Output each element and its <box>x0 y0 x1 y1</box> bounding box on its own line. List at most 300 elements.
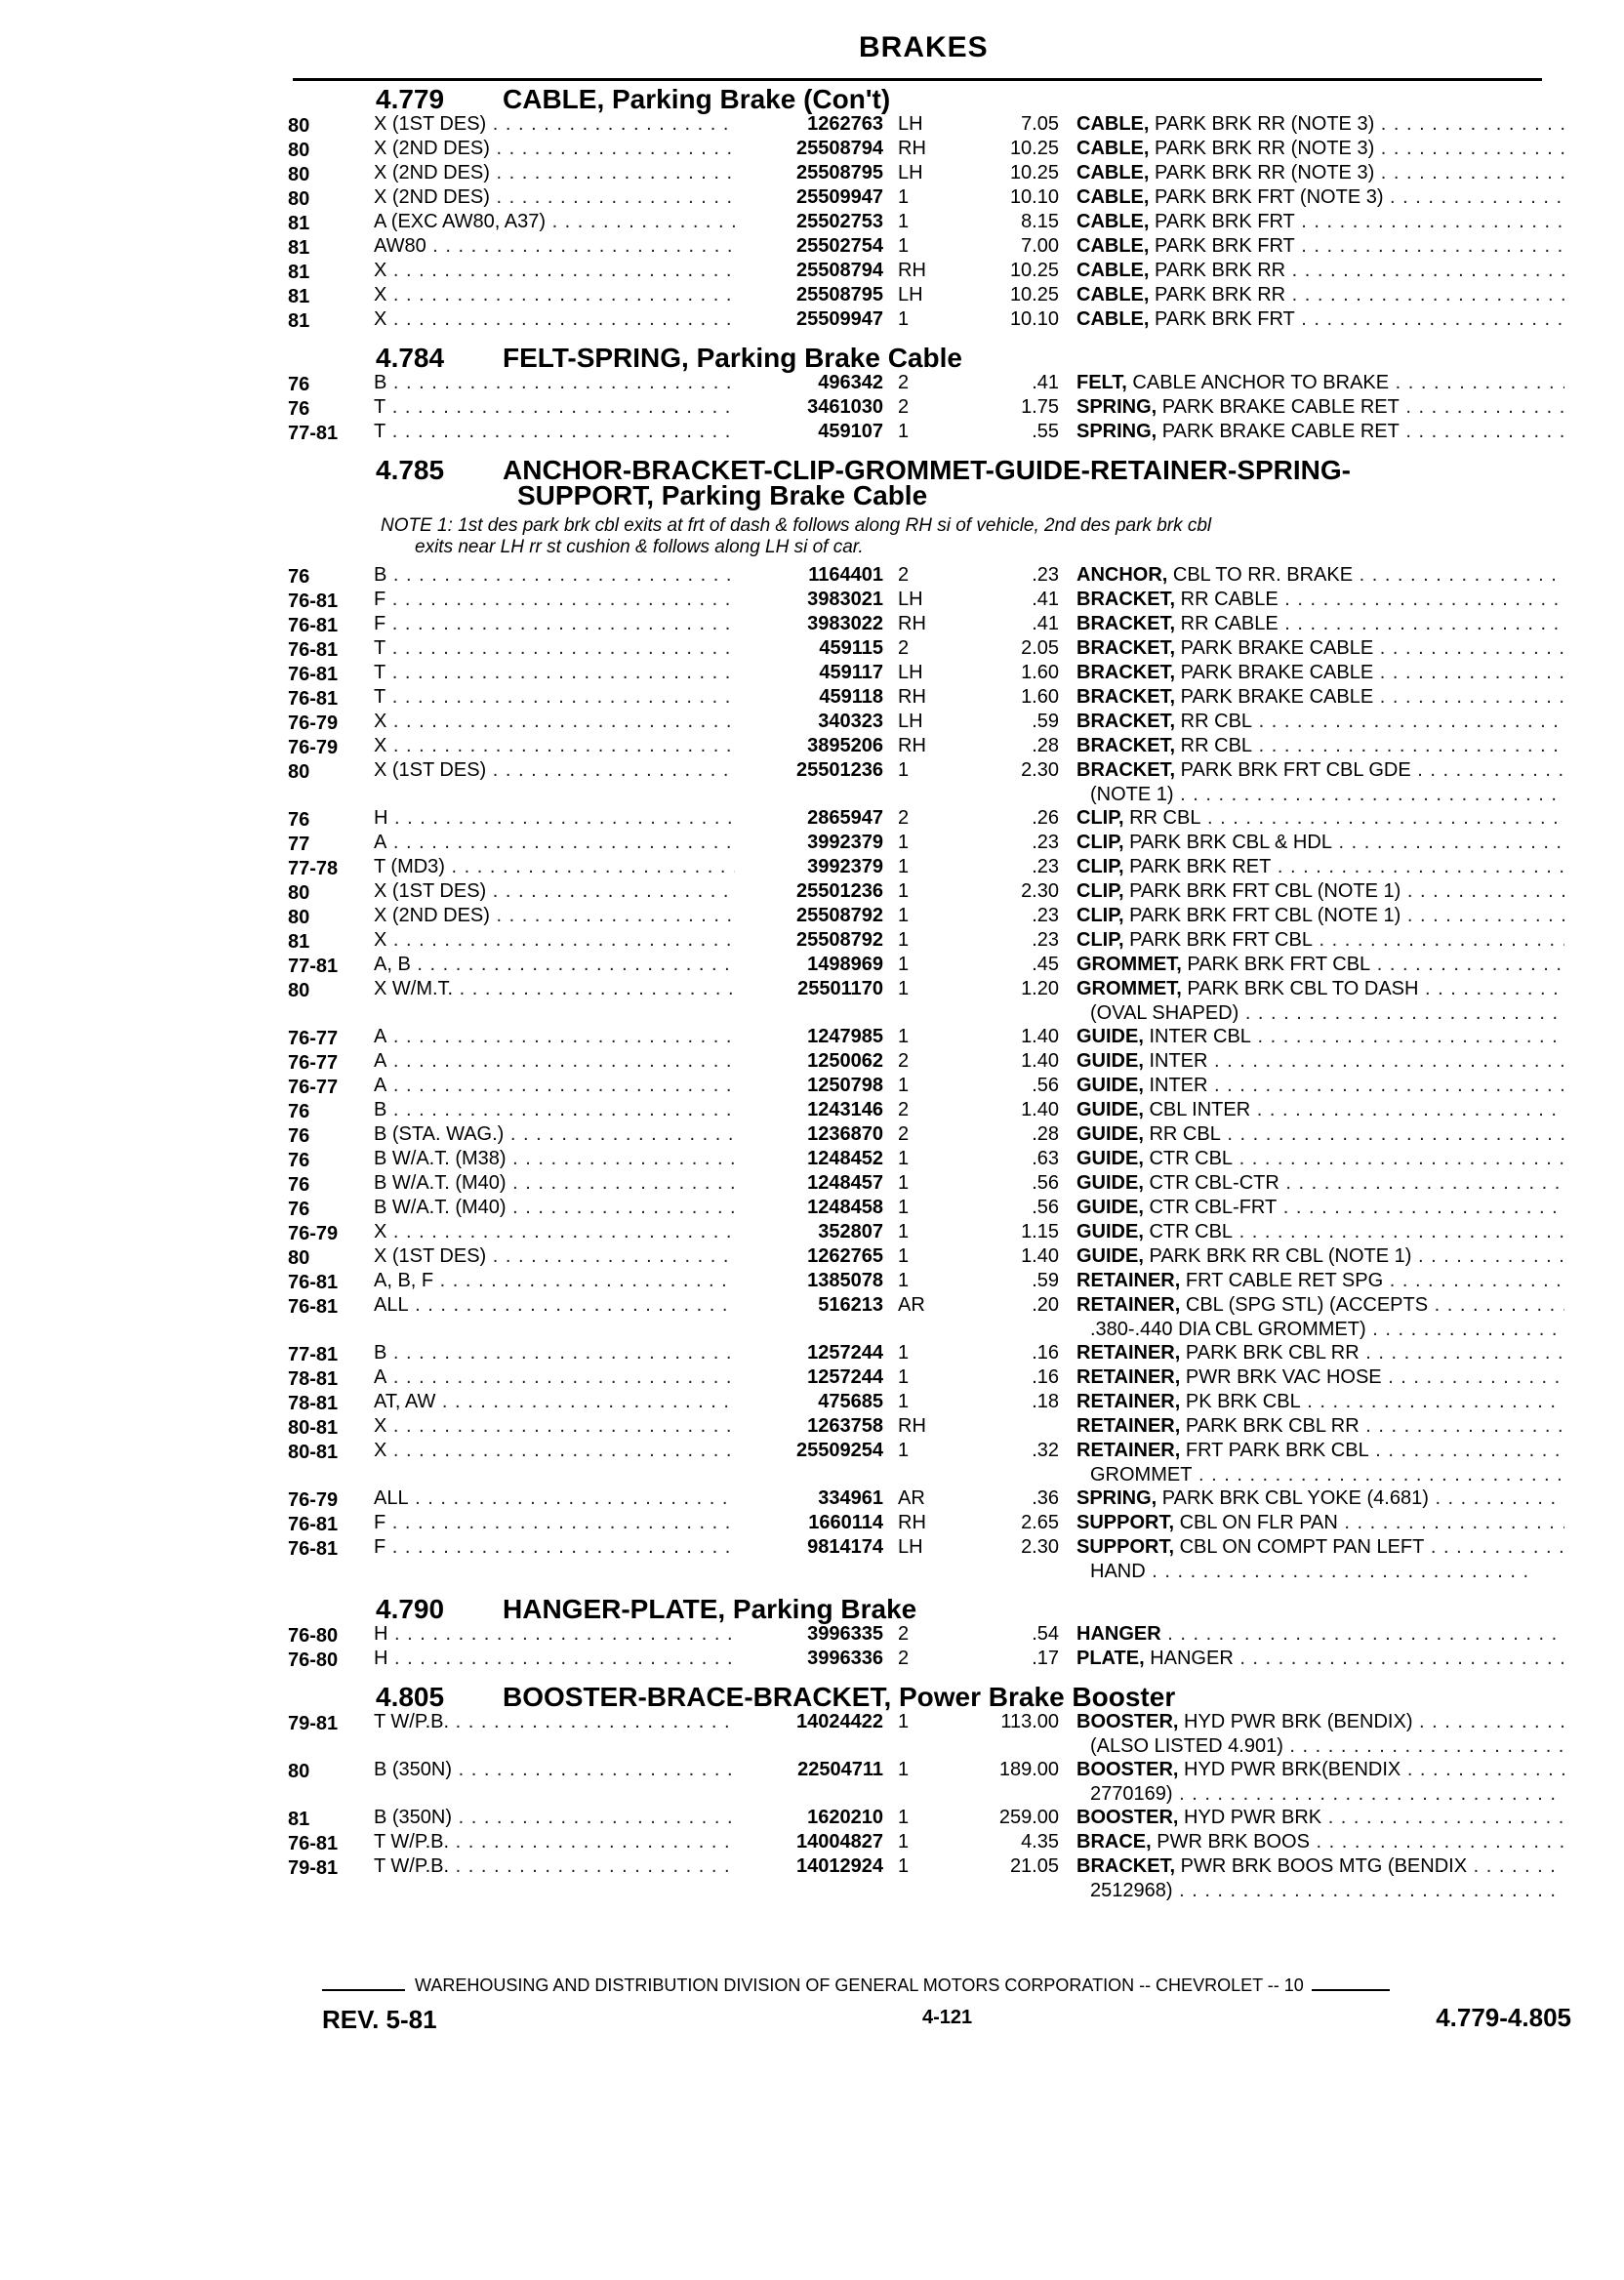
price: 4.35 <box>1021 1831 1059 1852</box>
section-spacer <box>288 1903 1576 1913</box>
part-name: GUIDE, <box>1076 1148 1144 1169</box>
part-number: 1257244 <box>807 1366 883 1388</box>
part-name: BOOSTER, <box>1076 1711 1179 1732</box>
part-number: 1248458 <box>807 1197 883 1218</box>
part-name: GUIDE, <box>1076 1099 1144 1120</box>
part-description <box>1076 1294 1564 1317</box>
part-description-detail: RR CBL <box>1175 735 1253 756</box>
quantity: 1 <box>898 1366 910 1388</box>
part-description <box>1076 1648 1564 1670</box>
quantity: 1 <box>898 1245 910 1267</box>
model-code: X (2ND DES) . . . <box>374 138 735 160</box>
part-description-detail: PK BRK CBL <box>1180 1391 1301 1412</box>
model-code: T . . . <box>374 662 735 684</box>
page-header <box>293 29 1542 84</box>
part-name: BRACKET, <box>1076 662 1176 683</box>
part-name: BOOSTER, <box>1076 1807 1179 1828</box>
part-description-detail: CBL (SPG STL) (ACCEPTS <box>1180 1294 1429 1316</box>
part-row <box>288 954 1576 978</box>
quantity: RH <box>898 1512 926 1533</box>
model-year: 76 <box>288 566 310 588</box>
part-number: 1385078 <box>807 1270 883 1291</box>
part-name: GROMMET, <box>1076 954 1182 975</box>
part-description-detail: PARK BRK FRT CBL (NOTE 1) <box>1123 905 1401 926</box>
part-name: CABLE, <box>1076 260 1150 281</box>
price: 1.60 <box>1021 662 1059 683</box>
quantity: 1 <box>898 1270 910 1291</box>
part-description <box>1076 807 1564 830</box>
section-title: FELT-SPRING, Parking Brake Cable <box>503 343 962 373</box>
price: 10.10 <box>1009 308 1059 330</box>
part-name: SUPPORT, <box>1076 1512 1175 1533</box>
quantity: 1 <box>898 880 910 902</box>
page-footer <box>322 1975 1571 2044</box>
description-continuation <box>288 1319 1576 1342</box>
part-row <box>288 662 1576 686</box>
quantity: RH <box>898 260 926 281</box>
part-name: GUIDE, <box>1076 1050 1144 1072</box>
part-description-detail: HANGER <box>1144 1648 1234 1669</box>
part-description <box>1076 1342 1564 1364</box>
part-name: BRACKET, <box>1076 759 1176 781</box>
price: .20 <box>1032 1294 1059 1316</box>
part-row <box>288 759 1576 784</box>
price: .56 <box>1032 1197 1059 1218</box>
part-description <box>1076 396 1564 419</box>
section-spacer <box>288 1584 1576 1594</box>
part-number: 25508794 <box>796 138 883 159</box>
price: .55 <box>1032 421 1059 442</box>
part-name: GUIDE, <box>1076 1221 1144 1242</box>
part-number: 352807 <box>818 1221 883 1242</box>
quantity: LH <box>898 113 923 135</box>
part-name: BRACKET, <box>1076 637 1176 659</box>
price: .23 <box>1032 905 1059 926</box>
part-description <box>1076 372 1564 394</box>
model-code: X . . . <box>374 308 735 331</box>
model-code: B (350N) . . . <box>374 1759 735 1781</box>
part-description-detail: PARK BRK CBL & HDL <box>1123 832 1332 853</box>
section-heading <box>288 1594 1576 1623</box>
section-range: 4.779-4.805 <box>1436 2003 1571 2032</box>
part-description-detail: INTER CBL <box>1143 1026 1251 1047</box>
part-description-detail: PARK BRK FRT CBL <box>1181 954 1371 975</box>
model-code: A, B, F . . . <box>374 1270 735 1292</box>
section-title-line2: SUPPORT, Parking Brake Cable <box>517 480 928 510</box>
part-description <box>1076 186 1564 209</box>
part-name: RETAINER, <box>1076 1270 1181 1291</box>
model-code: X (1ST DES) . . . <box>374 880 735 903</box>
part-description <box>1076 978 1564 1000</box>
description-continuation <box>288 1561 1576 1584</box>
description-continued-text: 2770169) . . . <box>1090 1783 1564 1806</box>
model-code: A . . . <box>374 1050 735 1073</box>
description-continuation <box>288 784 1576 807</box>
part-row <box>288 735 1576 759</box>
part-description <box>1076 832 1564 854</box>
price: .32 <box>1032 1440 1059 1461</box>
price: 10.10 <box>1009 186 1059 208</box>
part-name: CLIP, <box>1076 807 1124 829</box>
part-number: 25502753 <box>796 211 883 232</box>
part-description <box>1076 1245 1564 1268</box>
quantity: 1 <box>898 1221 910 1242</box>
model-year: 77 <box>288 834 310 855</box>
part-description <box>1076 1415 1564 1438</box>
model-year: 76 <box>288 1125 310 1147</box>
quantity: 1 <box>898 1342 910 1364</box>
part-description-detail: PARK BRK FRT CBL GDE <box>1175 759 1411 781</box>
part-description-detail: CBL ON FLR PAN <box>1174 1512 1338 1533</box>
description-continued-text: GROMMET . . . <box>1090 1464 1564 1486</box>
model-year: 80 <box>288 1761 310 1782</box>
quantity: 1 <box>898 1075 910 1096</box>
quantity: 1 <box>898 1391 910 1412</box>
description-continued-text: 2512968) . . . <box>1090 1880 1564 1902</box>
part-description-detail: PWR BRK VAC HOSE <box>1180 1366 1382 1388</box>
part-description-detail: PARK BRK RET <box>1123 856 1272 877</box>
part-description <box>1076 1512 1564 1534</box>
part-description-detail: CTR CBL <box>1143 1148 1234 1169</box>
model-year: 80 <box>288 188 310 210</box>
part-name: CABLE, <box>1076 186 1150 208</box>
model-year: 76 <box>288 1174 310 1196</box>
quantity: 2 <box>898 637 910 659</box>
model-year: 76-81 <box>288 639 339 661</box>
part-description <box>1076 1487 1564 1510</box>
part-description <box>1076 1197 1564 1219</box>
quantity: 1 <box>898 832 910 853</box>
part-description-detail: PARK BRAKE CABLE <box>1175 686 1374 708</box>
part-description <box>1076 1855 1564 1878</box>
part-name: CABLE, <box>1076 235 1150 257</box>
model-code: A, B . . . <box>374 954 735 976</box>
model-code: X (2ND DES) . . . <box>374 186 735 209</box>
part-description-detail: PARK BRK CBL RR <box>1180 1342 1360 1364</box>
quantity: 2 <box>898 1123 910 1145</box>
part-description <box>1076 880 1564 903</box>
part-description <box>1076 260 1564 282</box>
part-description <box>1076 1391 1564 1413</box>
part-description <box>1076 1221 1564 1243</box>
part-description <box>1076 421 1564 443</box>
quantity: 1 <box>898 1440 910 1461</box>
part-row <box>288 1172 1576 1197</box>
part-row <box>288 1623 1576 1648</box>
part-name: BRACKET, <box>1076 711 1176 732</box>
part-number: 3983021 <box>807 589 883 610</box>
quantity: 1 <box>898 1172 910 1194</box>
part-name: PLATE, <box>1076 1648 1145 1669</box>
part-name: CABLE, <box>1076 211 1150 232</box>
price: 1.60 <box>1021 686 1059 708</box>
part-row <box>288 1050 1576 1075</box>
price: .23 <box>1032 832 1059 853</box>
price: .56 <box>1032 1172 1059 1194</box>
part-number: 1247985 <box>807 1026 883 1047</box>
part-description <box>1076 284 1564 306</box>
part-description <box>1076 1026 1564 1048</box>
section-number: 4.805 <box>376 1682 445 1712</box>
part-row <box>288 1487 1576 1512</box>
description-continuation <box>288 1735 1576 1759</box>
footer-division-text: WAREHOUSING AND DISTRIBUTION DIVISION OF GENERAL MOTORS CORPORATION -- CHEVROLET -- 10 <box>415 1975 1304 1995</box>
page-number: 4-121 <box>922 2007 973 2028</box>
part-description <box>1076 235 1564 258</box>
part-description-detail: CBL TO RR. BRAKE <box>1167 564 1354 586</box>
part-number: 496342 <box>818 372 883 393</box>
section-heading <box>288 455 1576 484</box>
part-name: GUIDE, <box>1076 1026 1144 1047</box>
model-code: X (1ST DES) . . . <box>374 113 735 136</box>
quantity: 1 <box>898 308 910 330</box>
model-year: 76-79 <box>288 1223 339 1244</box>
description-continued-text: (OVAL SHAPED) . . . <box>1090 1002 1564 1025</box>
part-name: BRACKET, <box>1076 589 1176 610</box>
description-continued-text: (ALSO LISTED 4.901) . . . <box>1090 1735 1564 1758</box>
quantity: 1 <box>898 929 910 951</box>
model-code: H . . . <box>374 807 735 830</box>
part-description-detail: PARK BRK FRT <box>1149 235 1295 257</box>
quantity: 1 <box>898 421 910 442</box>
part-description <box>1076 1711 1564 1733</box>
model-year: 76-80 <box>288 1625 339 1647</box>
part-description-detail: PARK BRK CBL RR <box>1180 1415 1360 1437</box>
description-continuation <box>288 1880 1576 1903</box>
part-name: CABLE, <box>1076 308 1150 330</box>
price: .17 <box>1032 1648 1059 1669</box>
part-name: CLIP, <box>1076 832 1124 853</box>
model-year: 81 <box>288 213 310 234</box>
part-row <box>288 1855 1576 1880</box>
part-description-detail: FRT PARK BRK CBL <box>1180 1440 1369 1461</box>
part-row <box>288 1148 1576 1172</box>
part-number: 459118 <box>819 686 883 708</box>
price: 259.00 <box>998 1807 1059 1828</box>
part-description <box>1076 589 1564 611</box>
quantity: RH <box>898 138 926 159</box>
quantity: RH <box>898 1415 926 1437</box>
model-code: T W/P.B. . . . <box>374 1855 735 1878</box>
part-name: ANCHOR, <box>1076 564 1168 586</box>
price: 7.05 <box>1021 113 1059 135</box>
part-description-detail: CTR CBL <box>1143 1221 1234 1242</box>
part-row <box>288 1245 1576 1270</box>
part-row <box>288 284 1576 308</box>
price: .28 <box>1032 735 1059 756</box>
model-code: F . . . <box>374 1536 735 1559</box>
model-year: 80 <box>288 761 310 783</box>
quantity: 2 <box>898 1648 910 1669</box>
model-year: 76-79 <box>288 737 339 758</box>
price: 8.15 <box>1021 211 1059 232</box>
model-code: T . . . <box>374 396 735 419</box>
model-code: F . . . <box>374 613 735 635</box>
part-row <box>288 1440 1576 1464</box>
model-code: X . . . <box>374 260 735 282</box>
quantity: LH <box>898 589 923 610</box>
part-name: GUIDE, <box>1076 1075 1144 1096</box>
part-row <box>288 807 1576 832</box>
model-code: A . . . <box>374 832 735 854</box>
price: .23 <box>1032 856 1059 877</box>
description-continuation <box>288 1783 1576 1807</box>
description-continued-text: .380-.440 DIA CBL GROMMET) . . . <box>1090 1319 1564 1341</box>
section-note <box>288 509 1576 564</box>
part-row <box>288 1536 1576 1561</box>
part-description <box>1076 929 1564 952</box>
quantity: 1 <box>898 1855 910 1877</box>
part-description-detail: PARK BRK CBL YOKE (4.681) <box>1157 1487 1429 1509</box>
part-number: 459117 <box>819 662 883 683</box>
part-name: BRACKET, <box>1076 613 1176 634</box>
part-row <box>288 1270 1576 1294</box>
quantity: 1 <box>898 1759 910 1780</box>
part-row <box>288 589 1576 613</box>
part-number: 459107 <box>818 421 883 442</box>
part-name: RETAINER, <box>1076 1440 1181 1461</box>
part-description <box>1076 211 1564 233</box>
model-code: H . . . <box>374 1648 735 1670</box>
part-description-detail: CTR CBL-FRT <box>1143 1197 1278 1218</box>
part-description-detail: PARK BRK FRT (NOTE 3) <box>1149 186 1384 208</box>
part-number: 1164401 <box>808 564 883 586</box>
part-number: 1262763 <box>807 113 883 135</box>
part-description <box>1076 759 1564 782</box>
model-year: 80 <box>288 907 310 928</box>
part-row <box>288 162 1576 186</box>
part-row <box>288 564 1576 589</box>
model-code: B . . . <box>374 1099 735 1121</box>
part-name: BRACE, <box>1076 1831 1152 1852</box>
part-row <box>288 235 1576 260</box>
part-number: 1620210 <box>807 1807 883 1828</box>
model-year: 77-81 <box>288 1344 339 1365</box>
part-number: 1243146 <box>807 1099 883 1120</box>
part-description-detail: HYD PWR BRK <box>1178 1807 1322 1828</box>
part-number: 14004827 <box>796 1831 883 1852</box>
model-year: 76-77 <box>288 1052 339 1074</box>
quantity: 2 <box>898 564 910 586</box>
part-name: HANGER <box>1076 1623 1161 1645</box>
part-description <box>1076 637 1564 660</box>
part-name: BRACKET, <box>1076 1855 1176 1877</box>
part-number: 3992379 <box>807 832 883 853</box>
model-year: 77-78 <box>288 858 339 879</box>
price: 21.05 <box>1009 1855 1059 1877</box>
part-description-detail: PARK BRK RR <box>1149 284 1286 305</box>
part-description <box>1076 1075 1564 1097</box>
part-number: 25501170 <box>797 978 883 999</box>
description-continued-text: HAND . . . <box>1090 1561 1564 1583</box>
quantity: 1 <box>898 905 910 926</box>
part-number: 14024422 <box>796 1711 883 1732</box>
part-description <box>1076 735 1564 757</box>
part-name: SPRING, <box>1076 396 1157 418</box>
part-description-detail: RR CBL <box>1143 1123 1221 1145</box>
part-description <box>1076 1366 1564 1389</box>
part-description <box>1076 1172 1564 1195</box>
price: 1.40 <box>1021 1099 1059 1120</box>
part-row <box>288 1807 1576 1831</box>
part-row <box>288 1415 1576 1440</box>
model-year: 76-80 <box>288 1649 339 1671</box>
model-year: 76 <box>288 374 310 395</box>
price: 2.05 <box>1021 637 1059 659</box>
price: 2.30 <box>1021 759 1059 781</box>
part-description-detail: PARK BRK RR (NOTE 3) <box>1149 162 1375 183</box>
part-name: SPRING, <box>1076 1487 1157 1509</box>
part-row <box>288 1342 1576 1366</box>
model-code: T (MD3) . . . <box>374 856 735 878</box>
part-name: RETAINER, <box>1076 1366 1181 1388</box>
quantity: 2 <box>898 1050 910 1072</box>
quantity: 1 <box>898 856 910 877</box>
part-description-detail: PARK BRK FRT CBL <box>1123 929 1313 951</box>
part-description-detail: PARK BRK CBL TO DASH <box>1181 978 1419 999</box>
quantity: 1 <box>898 1026 910 1047</box>
part-number: 25509947 <box>796 308 883 330</box>
model-year: 80 <box>288 980 310 1001</box>
section-heading <box>288 84 1576 113</box>
model-year: 77-81 <box>288 423 339 444</box>
part-row <box>288 308 1576 333</box>
model-year: 80-81 <box>288 1442 339 1463</box>
description-continuation <box>288 1002 1576 1026</box>
header-rule <box>293 78 1542 81</box>
part-number: 25508794 <box>796 260 883 281</box>
part-row <box>288 1366 1576 1391</box>
part-name: GUIDE, <box>1076 1245 1144 1267</box>
part-number: 25501236 <box>796 759 883 781</box>
section-number: 4.784 <box>376 343 445 373</box>
part-name: CABLE, <box>1076 284 1150 305</box>
part-description-detail: PARK BRAKE CABLE <box>1175 662 1374 683</box>
model-year: 81 <box>288 931 310 953</box>
part-description <box>1076 1099 1564 1121</box>
part-row <box>288 880 1576 905</box>
model-year: 79-81 <box>288 1713 339 1734</box>
quantity: LH <box>898 662 923 683</box>
model-code: T . . . <box>374 637 735 660</box>
part-number: 1248452 <box>807 1148 883 1169</box>
model-year: 81 <box>288 262 310 283</box>
part-row <box>288 832 1576 856</box>
model-year: 76-81 <box>288 1514 339 1535</box>
part-description-detail: PARK BRK RR <box>1149 260 1286 281</box>
model-code: F . . . <box>374 1512 735 1534</box>
part-description-detail: CBL ON COMPT PAN LEFT <box>1174 1536 1425 1558</box>
part-number: 25508792 <box>796 929 883 951</box>
quantity: 1 <box>898 186 910 208</box>
price: .54 <box>1032 1623 1059 1645</box>
part-row <box>288 1026 1576 1050</box>
part-description <box>1076 1148 1564 1170</box>
quantity: 2 <box>898 372 910 393</box>
revision-label: REV. 5-81 <box>322 2005 437 2034</box>
price: 189.00 <box>998 1759 1059 1780</box>
price: 7.00 <box>1021 235 1059 257</box>
model-year: 76 <box>288 1150 310 1171</box>
part-number: 9814174 <box>807 1536 883 1558</box>
part-description <box>1076 1807 1564 1829</box>
part-name: RETAINER, <box>1076 1342 1181 1364</box>
quantity: 1 <box>898 1807 910 1828</box>
price: 10.25 <box>1009 284 1059 305</box>
quantity: 1 <box>898 1197 910 1218</box>
part-description <box>1076 138 1564 160</box>
section-title: HANGER-PLATE, Parking Brake <box>503 1594 917 1624</box>
